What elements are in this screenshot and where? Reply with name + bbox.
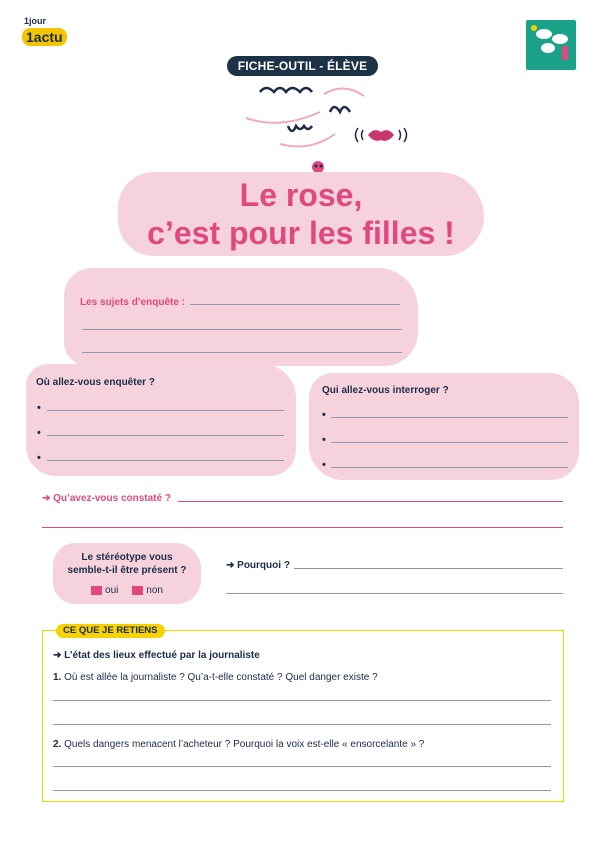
stereotype-line1: Le stéréotype vous (81, 552, 173, 563)
page-title (118, 176, 484, 252)
retain-subtitle: ➜ L’état des lieux effectué par la journaliste (53, 650, 260, 661)
header-badge: FICHE-OUTIL - ÉLÈVE (227, 56, 378, 76)
brand-bottom: 1actu (22, 28, 67, 46)
why-label: ➜ Pourquoi ? (226, 560, 290, 571)
brand-top: 1jour (24, 16, 47, 26)
subjects-line-3[interactable] (82, 352, 402, 353)
page-title-line2: c’est pour les filles ! (147, 215, 455, 251)
yes-label: oui (105, 585, 119, 596)
question-1-text: Où est allée la journaliste ? Qu’a-t-elle constaté ? Quel danger existe ? (64, 672, 378, 683)
where-bullet-2: • (37, 427, 41, 439)
retain-title: CE QUE JE RETIENS (56, 624, 165, 638)
page-title-line1: Le rose, (239, 177, 363, 213)
where-line-1[interactable] (47, 410, 284, 411)
who-line-3[interactable] (331, 467, 568, 468)
why-line-1[interactable] (294, 568, 563, 569)
who-line-2[interactable] (331, 442, 568, 443)
observed-line-2[interactable] (42, 527, 563, 528)
who-label: Qui allez-vous interroger ? (322, 385, 449, 396)
who-bullet-1: • (322, 409, 326, 421)
stereotype-question (53, 551, 201, 577)
where-label: Où allez-vous enquêter ? (36, 377, 155, 388)
where-line-3[interactable] (47, 460, 284, 461)
question-1-number: 1. (53, 672, 62, 683)
subjects-label: Les sujets d’enquête : (80, 297, 186, 308)
who-line-1[interactable] (331, 417, 568, 418)
where-bullet-3: • (37, 452, 41, 464)
no-checkbox[interactable] (132, 586, 143, 595)
observed-line-1[interactable] (178, 501, 563, 502)
where-bullet-1: • (37, 402, 41, 414)
cover-thumbnail-icon (526, 20, 576, 70)
q1-line-2[interactable] (53, 724, 551, 725)
question-2-text: Quels dangers menacent l’acheteur ? Pourquoi la voix est-elle « ensorcelante » ? (64, 739, 425, 750)
subjects-line-2[interactable] (82, 329, 402, 330)
q2-line-2[interactable] (53, 790, 551, 791)
lips-icon (350, 124, 412, 146)
question-2 (53, 739, 553, 750)
question-2-number: 2. (53, 739, 62, 750)
yes-checkbox[interactable] (91, 586, 102, 595)
q1-line-1[interactable] (53, 700, 551, 701)
brand-logo (22, 14, 76, 48)
q2-line-1[interactable] (53, 766, 551, 767)
stereotype-line2: semble-t-il être présent ? (67, 565, 187, 576)
question-1 (53, 672, 553, 683)
no-label: non (146, 585, 163, 596)
who-bullet-2: • (322, 434, 326, 446)
who-bullet-3: • (322, 459, 326, 471)
subjects-line-1[interactable] (190, 304, 400, 305)
why-line-2[interactable] (226, 593, 563, 594)
observed-label: ➜ Qu’avez-vous constaté ? (42, 493, 171, 504)
where-line-2[interactable] (47, 435, 284, 436)
stereotype-options (53, 585, 201, 596)
